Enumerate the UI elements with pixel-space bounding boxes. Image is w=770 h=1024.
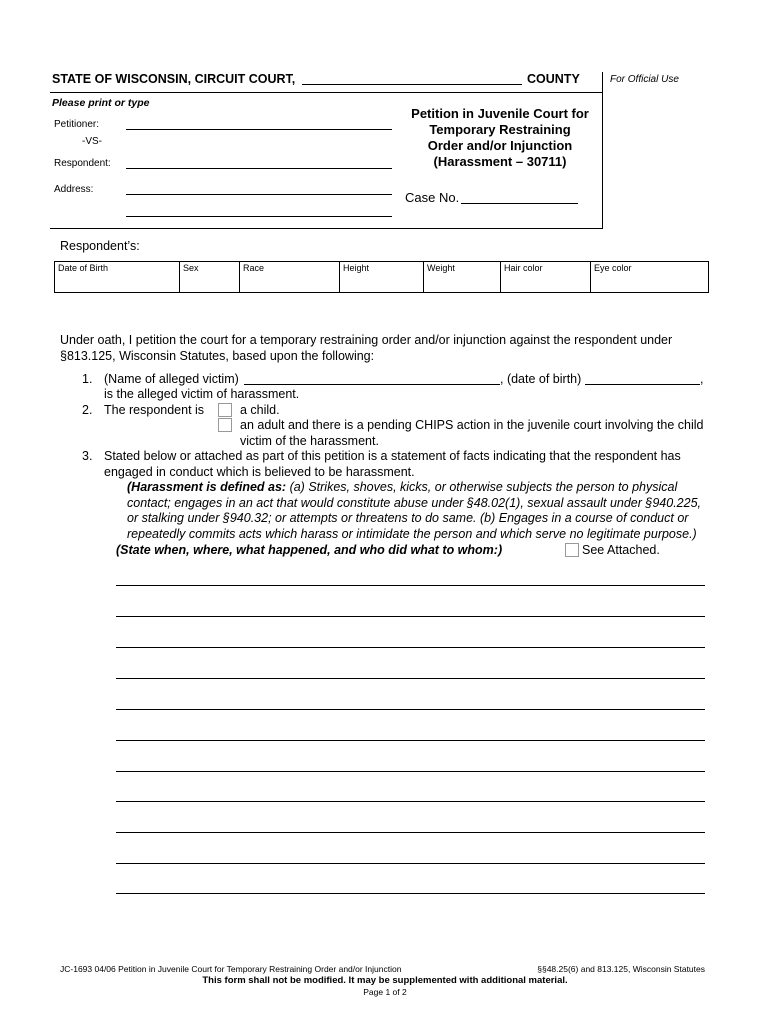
respondent-child-checkbox[interactable] xyxy=(218,403,232,417)
option-adult-line1: an adult and there is a pending CHIPS action in the juvenile court involving the child xyxy=(240,418,704,432)
statement-line[interactable] xyxy=(116,585,705,586)
respondent-info-table xyxy=(54,261,709,293)
height-cell[interactable]: Height xyxy=(340,262,424,293)
petitioner-field[interactable] xyxy=(126,129,392,130)
case-no-field[interactable] xyxy=(461,203,578,204)
petition-intro-line1: Under oath, I petition the court for a temporary restraining order and/or injunction against the respondent under xyxy=(60,333,673,347)
victim-dob-field[interactable] xyxy=(585,384,700,385)
statement-line[interactable] xyxy=(116,863,705,864)
victim-name-label: (Name of alleged victim) xyxy=(104,372,239,386)
harassment-def-line3: or stalking under §940.32; or attempts or threatens to do same. (b) Engages in a course of conduct or xyxy=(127,511,689,525)
form-title-line2: Temporary Restraining xyxy=(429,122,571,137)
form-title-line4: (Harassment – 30711) xyxy=(433,154,567,169)
caption-bottom-rule xyxy=(50,228,603,229)
form-title-line1: Petition in Juvenile Court for xyxy=(411,106,589,121)
court-heading: STATE OF WISCONSIN, CIRCUIT COURT, xyxy=(52,72,296,86)
petition-intro-line2: §813.125, Wisconsin Statutes, based upon the following: xyxy=(60,348,375,363)
weight-cell[interactable]: Weight xyxy=(424,262,501,293)
item3-line2: engaged in conduct which is believed to be harassment. xyxy=(104,464,415,479)
official-use-label: For Official Use xyxy=(610,74,679,85)
official-use-divider xyxy=(602,72,603,229)
statement-line[interactable] xyxy=(116,832,705,833)
sex-cell[interactable]: Sex xyxy=(180,262,240,293)
item3-statement xyxy=(104,449,681,480)
victim-name-field[interactable] xyxy=(244,384,500,385)
petitioner-label: Petitioner: xyxy=(54,119,100,130)
option-adult-line2: victim of the harassment. xyxy=(240,433,379,448)
respondent-field[interactable] xyxy=(126,168,392,169)
item1-line2: is the alleged victim of harassment. xyxy=(104,387,300,401)
statement-line[interactable] xyxy=(116,678,705,679)
see-attached-checkbox[interactable] xyxy=(565,543,579,557)
address-field-line2[interactable] xyxy=(126,216,392,217)
header-rule xyxy=(50,92,602,93)
address-label: Address: xyxy=(54,184,94,195)
footer-statutes: §§48.25(6) and 813.125, Wisconsin Statutes xyxy=(537,964,705,974)
statement-line[interactable] xyxy=(116,771,705,772)
form-title-line3: Order and/or Injunction xyxy=(427,138,573,153)
county-label: COUNTY xyxy=(527,72,580,86)
harassment-definition xyxy=(127,480,701,542)
victim-dob-comma: , xyxy=(700,372,704,386)
address-field-line1[interactable] xyxy=(126,194,392,195)
harassment-def-line4: repeatedly commits acts which harass or intimidate the person and which serve no legitimate purpose.) xyxy=(127,526,697,541)
item2-number: 2. xyxy=(82,403,93,417)
statement-line[interactable] xyxy=(116,647,705,648)
statement-line[interactable] xyxy=(116,616,705,617)
race-cell[interactable]: Race xyxy=(240,262,340,293)
harassment-def-line1: (a) Strikes, shoves, kicks, or otherwise subjects the person to physical xyxy=(286,480,678,494)
item2-label: The respondent is xyxy=(104,403,205,417)
dob-cell[interactable]: Date of Birth xyxy=(55,262,180,293)
statement-line[interactable] xyxy=(116,740,705,741)
option-adult-label xyxy=(240,418,703,449)
option-child-label: a child. xyxy=(240,403,280,417)
item1-number: 1. xyxy=(82,372,93,386)
form-title xyxy=(398,106,602,170)
eye-color-cell[interactable]: Eye color xyxy=(591,262,709,293)
harassment-definition-heading: (Harassment is defined as: xyxy=(127,480,287,494)
victim-dob-label: , (date of birth) xyxy=(500,372,582,386)
hair-color-cell[interactable]: Hair color xyxy=(501,262,591,293)
respondent-label: Respondent: xyxy=(54,158,111,169)
county-blank[interactable] xyxy=(302,84,522,85)
statement-line[interactable] xyxy=(116,893,705,894)
see-attached-label: See Attached. xyxy=(582,543,660,557)
statement-line[interactable] xyxy=(116,709,705,710)
print-note: Please print or type xyxy=(52,97,150,109)
respondent-adult-checkbox[interactable] xyxy=(218,418,232,432)
statement-line[interactable] xyxy=(116,801,705,802)
state-when-instruction: (State when, where, what happened, and who did what to whom:) xyxy=(116,543,503,557)
page-number: Page 1 of 2 xyxy=(363,987,407,997)
item3-number: 3. xyxy=(82,449,93,463)
case-no-label: Case No. xyxy=(405,190,460,205)
item3-line1: Stated below or attached as part of this petition is a statement of facts indicating that the respondent has xyxy=(104,449,681,463)
harassment-def-line2: contact; engages in an act that would constitute abuse under §48.02(1), sexual assault under §940.225, xyxy=(127,495,702,510)
footer-form-id: JC-1693 04/06 Petition in Juvenile Court for Temporary Restraining Order and/or Injunction xyxy=(60,964,402,974)
petition-intro xyxy=(60,333,672,364)
vs-label: -VS- xyxy=(82,136,102,147)
footer-notice: This form shall not be modified. It may be supplemented with additional material. xyxy=(202,975,568,986)
respondent-info-heading: Respondent’s: xyxy=(60,239,140,253)
